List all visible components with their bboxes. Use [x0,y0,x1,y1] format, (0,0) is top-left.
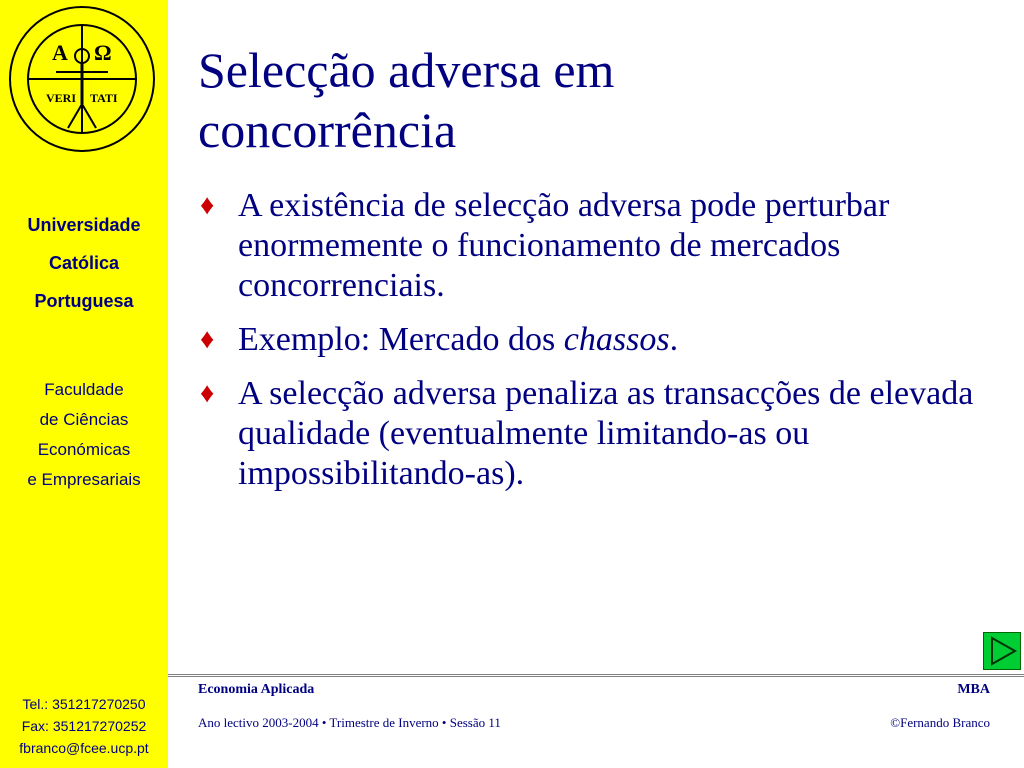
bullet-italic-text: chassos [563,321,670,358]
contact-info [0,693,168,759]
faculty-name [0,375,168,495]
svg-text:A: A [52,40,68,65]
university-line-1: Universidade [27,215,141,235]
footer-program: MBA [957,682,990,697]
contact-fax: Fax: 351217270252 [21,718,147,734]
svg-text:VERI: VERI [46,91,77,105]
diamond-bullet-icon: ♦ [200,190,215,221]
university-line-3: Portuguesa [34,291,134,311]
bullet-text-end: . [669,321,679,358]
footer-session-info: Ano lectivo 2003-2004 • Trimestre de Inverno • Sessão 11 [198,715,501,730]
footer-course: Economia Aplicada [198,682,315,697]
faculty-line-2: de Ciências [39,410,129,429]
next-slide-button[interactable] [983,632,1021,670]
title-line-2: concorrência [198,102,457,158]
bullet-item [198,186,998,306]
slide-title [198,40,998,160]
svg-text:Ω: Ω [94,40,112,65]
title-line-1: Selecção adversa em [198,42,615,98]
bullet-text: A existência de selecção adversa pode perturbar enormemente o funcionamento de mercados concorrenciais. [238,187,890,304]
university-line-2: Católica [48,253,120,273]
bullet-text: A selecção adversa penaliza as transacções de elevada qualidade (eventualmente limitando-as ou impossibilitando-as). [238,375,974,492]
bullet-item [198,374,998,494]
bullet-item [198,320,998,360]
contact-tel: Tel.: 351217270250 [22,696,146,712]
footer-divider [168,676,1024,677]
play-right-icon [984,633,1020,669]
bullet-text: Exemplo: Mercado dos [238,321,564,358]
footer-author: ©Fernando Branco [890,715,990,730]
faculty-line-1: Faculdade [44,380,124,399]
bullet-list [198,186,998,508]
university-name [0,206,168,320]
diamond-bullet-icon: ♦ [200,378,215,409]
faculty-line-3: Económicas [37,440,131,459]
footer-divider [168,674,1024,675]
sidebar [0,0,168,768]
svg-text:TATI: TATI [90,91,118,105]
university-seal-logo [6,4,158,154]
diamond-bullet-icon: ♦ [200,324,215,355]
contact-email: fbranco@fcee.ucp.pt [19,740,149,756]
faculty-line-4: e Empresariais [27,470,141,489]
